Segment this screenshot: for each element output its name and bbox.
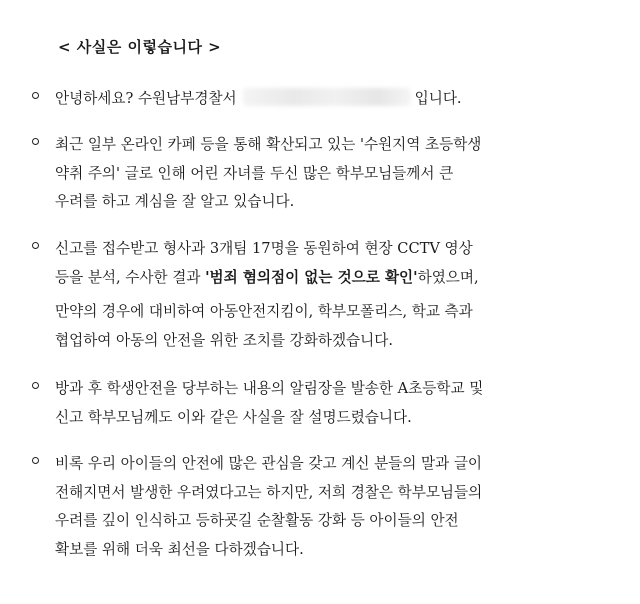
bullet-circle-icon: [32, 138, 39, 145]
document-title: < 사실은 이렇습니다 >: [58, 38, 222, 56]
item-text: [55, 131, 612, 217]
text-line: [55, 264, 612, 293]
text-segment: 하였으며,: [417, 268, 479, 286]
list-item: [32, 450, 612, 564]
bullet-circle-icon: [32, 382, 39, 389]
bullet-circle-icon: [32, 242, 39, 249]
list-item: [32, 131, 612, 217]
text-segment: 등을 분석, 수사한 결과: [55, 268, 206, 286]
bullet-circle-icon: [32, 92, 39, 99]
text-line: 신고를 접수받고 형사과 3개팀 17명을 동원하여 현장 CCTV 영상: [55, 240, 473, 257]
bullet-circle-icon: [32, 457, 39, 464]
item-text: [55, 235, 612, 355]
list-item: [32, 235, 612, 355]
greeting-suffix: 입니다.: [414, 90, 462, 107]
text-line: 확보를 위해 더욱 최선을 다하겠습니다.: [55, 540, 304, 558]
text-line: 약취 주의' 글로 인해 어린 자녀를 두신 많은 학부모님들께서 큰: [55, 164, 454, 182]
greeting-text: 안녕하세요? 수원남부경찰서: [55, 90, 237, 107]
text-line: 우려를 하고 계심을 잘 알고 있습니다.: [55, 193, 295, 210]
item-text: [55, 375, 612, 432]
item-text: [55, 450, 612, 564]
text-line: [55, 85, 612, 114]
list-item: [32, 375, 612, 432]
item-text: [55, 85, 612, 114]
text-line: 방과 후 학생안전을 당부하는 내용의 알림장을 발송한 A초등학교 및: [55, 380, 484, 397]
text-line: 신고 학부모님께도 이와 같은 사실을 잘 설명드렸습니다.: [55, 408, 412, 426]
text-line: 전해지면서 발생한 우려였다고는 하지만, 저희 경찰은 학부모님들의: [55, 483, 483, 501]
redacted-name: [243, 88, 411, 106]
list-item: [32, 85, 612, 114]
text-line: 최근 일부 온라인 카페 등을 통해 확산되고 있는 '수원지역 초등학생: [55, 136, 482, 153]
text-line: 만약의 경우에 대비하여 아동안전지킴이, 학부모폴리스, 학교 측과: [55, 303, 473, 320]
text-line: 협업하여 아동의 안전을 위한 조치를 강화하겠습니다.: [55, 331, 393, 349]
text-line: 비록 우리 아이들의 안전에 많은 관심을 갖고 계신 분들의 말과 글이: [55, 455, 483, 472]
text-line: 우려를 깊이 인식하고 등하굣길 순찰활동 강화 등 아이들의 안전: [55, 512, 459, 529]
emphasis-text: '범죄 혐의점이 없는 것으로 확인': [205, 268, 418, 286]
